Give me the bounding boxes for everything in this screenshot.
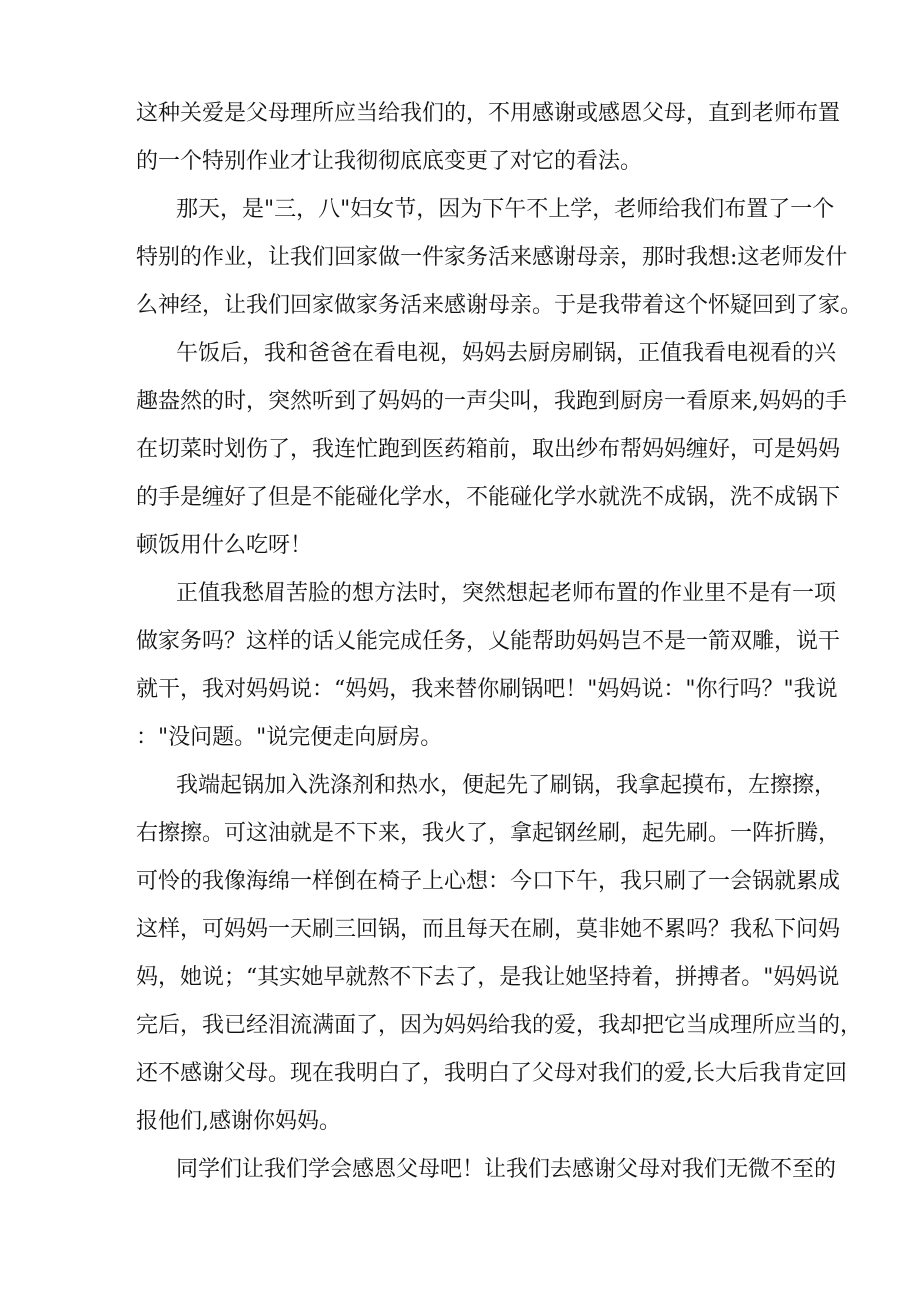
text-line: 我端起锅加入洗涤剂和热水，便起先了刷锅，我拿起摸布，左擦擦， bbox=[176, 773, 837, 798]
text-line: 午饭后，我和爸爸在看电视，妈妈去厨房刷锅，正值我看电视看的兴 bbox=[176, 341, 837, 366]
paragraph bbox=[136, 578, 841, 770]
text-line: 完后，我已经泪流满面了，因为妈妈给我的爱，我却把它当成理所应当的， bbox=[136, 1013, 863, 1038]
text-line: 这种关爱是父母理所应当给我们的，不用感谢或感恩父母，直到老师布置 bbox=[136, 101, 841, 126]
text-line: 报他们,感谢你妈妈。 bbox=[136, 1109, 341, 1134]
text-line: 在切菜时划伤了，我连忙跑到医药箱前，取出纱布帮妈妈缠好，可是妈妈 bbox=[136, 437, 841, 462]
paragraph bbox=[136, 1154, 837, 1202]
text-line: 的手是缠好了但是不能碰化学水，不能碰化学水就洗不成锅，洗不成锅下 bbox=[136, 485, 841, 510]
text-line: 就干，我对妈妈说：“妈妈，我来替你刷锅吧！"妈妈说："你行吗？"我说 bbox=[136, 677, 838, 702]
paragraph bbox=[136, 194, 863, 338]
text-line: 趣盎然的时，突然听到了妈妈的一声尖叫，我跑到厨房一看原来,妈妈的手 bbox=[136, 389, 847, 414]
paragraph bbox=[136, 98, 841, 194]
text-line: ："没问题。"说完便走向厨房。 bbox=[136, 725, 443, 750]
text-line: 做家务吗？这样的话乂能完成任务，乂能帮助妈妈岂不是一箭双雕，说干 bbox=[136, 629, 841, 654]
text-line: 妈，她说；“其实她早就熬不下去了，是我让她坚持着，拼搏者。"妈妈说 bbox=[136, 965, 840, 990]
paragraph bbox=[136, 770, 863, 1154]
text-line: 那天，是"三，八"妇女节，因为下午不上学，老师给我们布置了一个 bbox=[176, 197, 835, 222]
text-line: 么神经，让我们回家做家务活来感谢母亲。于是我带着这个怀疑回到了家。 bbox=[136, 293, 863, 318]
text-line: 正值我愁眉苦脸的想方法时，突然想起老师布置的作业里不是有一项 bbox=[176, 581, 837, 606]
text-line: 特别的作业，让我们回家做一件家务活来感谢母亲，那时我想:这老师发什 bbox=[136, 245, 848, 270]
paragraph bbox=[136, 338, 847, 578]
text-line: 同学们让我们学会感恩父母吧！让我们去感谢父母对我们无微不至的 bbox=[176, 1157, 837, 1182]
text-line: 还不感谢父母。现在我明白了，我明白了父母对我们的爱,长大后我肯定回 bbox=[136, 1061, 847, 1086]
text-line: 右擦擦。可这油就是不下来，我火了，拿起钢丝刷，起先刷。一阵折腾， bbox=[136, 821, 841, 846]
document-body bbox=[136, 98, 863, 1202]
text-line: 可怜的我像海绵一样倒在椅子上心想：今口下午，我只刷了一会锅就累成 bbox=[136, 869, 841, 894]
text-line: 的一个特别作业才让我彻彻底底变更了对它的看法。 bbox=[136, 149, 643, 174]
text-line: 顿饭用什么吃呀！ bbox=[136, 533, 313, 558]
text-line: 这样，可妈妈一天刷三回锅，而且每天在刷，莫非她不累吗？我私下问妈 bbox=[136, 917, 841, 942]
